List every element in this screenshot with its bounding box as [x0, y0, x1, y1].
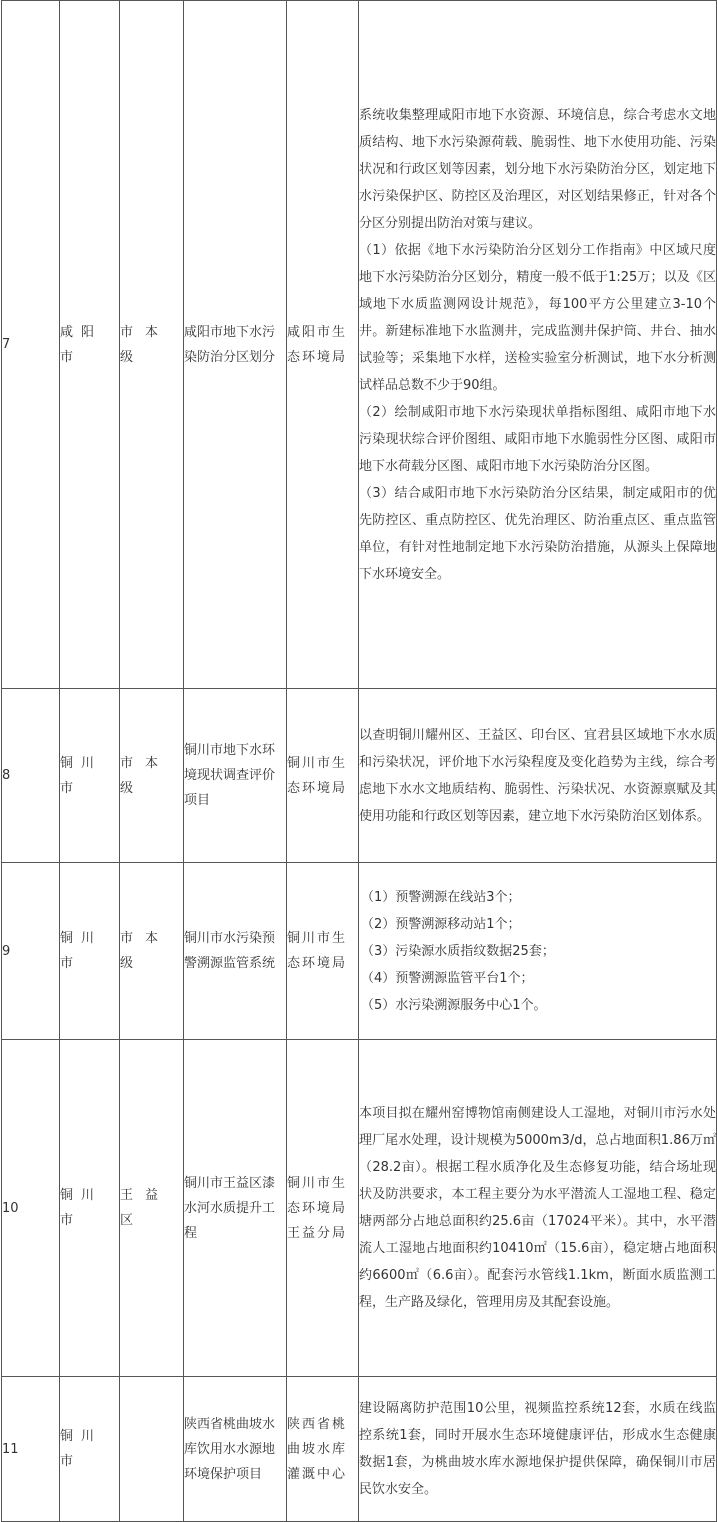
row-number: 7 [2, 1, 60, 689]
row-level: 市本级 [120, 689, 184, 863]
content-paragraph: （1）依据《地下水污染防治分区划分工作指南》中区域尺度地下水污染防治分区划分，精度一般不低于1:25万；以及《区域地下水质监测网设计规范》，每100平方公里建立3-10个井。新建标准地下水监测井，完成监测井保护筒、井台、抽水试验等；采集地下水样，送检实验室分析测试，地下水分析测试样品总数不少于90组。 [359, 242, 716, 393]
row-project-name: 铜川市地下水环境现状调查评价项目 [184, 689, 287, 863]
row-city: 铜川市 [60, 1377, 120, 1522]
row-responsible-unit: 铜川市生态环境局 [287, 689, 359, 863]
row-project-name: 陕西省桃曲坡水库饮用水水源地环境保护项目 [184, 1377, 287, 1522]
row-level: 市本级 [120, 1, 184, 689]
table-row [2, 1, 717, 689]
table-row [2, 689, 717, 863]
content-paragraph: 系统收集整理咸阳市地下水资源、环境信息，综合考虑水文地质结构、地下水污染源荷载、脆弱性、地下水使用功能、污染状况和行政区划等因素，划分地下水污染防治分区，划定地下水污染保护区、防控区及治理区，对区划结果修正，针对各个分区分别提出防治对策与建议。 [359, 107, 716, 231]
row-content [359, 1, 717, 689]
row-number: 11 [2, 1377, 60, 1522]
content-paragraph: 建设隔离防护范围10公里，视频监控系统12套，水质在线监控系统1套，同时开展水生态环境健康评估，形成水生态健康数据1套，为桃曲坡水库水源地保护提供保障，确保铜川市居民饮水安全。 [359, 1401, 716, 1497]
row-responsible-unit: 陕西省桃曲坡水库灌溉中心 [287, 1377, 359, 1522]
content-paragraph: （5）水污染溯源服务中心1个。 [361, 997, 547, 1013]
row-content [359, 863, 717, 1040]
row-content [359, 1040, 717, 1377]
content-paragraph: （2）预警溯源移动站1个； [361, 916, 521, 932]
content-paragraph: （3）污染源水质指纹数据25套； [361, 943, 555, 959]
table-row [2, 863, 717, 1040]
row-project-name: 铜川市水污染预警溯源监管系统 [184, 863, 287, 1040]
row-level: 市本级 [120, 863, 184, 1040]
row-project-name: 铜川市王益区漆水河水质提升工程 [184, 1040, 287, 1377]
content-paragraph: 本项目拟在耀州窑博物馆南侧建设人工湿地，对铜川市污水处理厂尾水处理，设计规模为5000m3/d，总占地面积1.86万㎡（28.2亩）。根据工程水质净化及生态修复功能，结合场址现状及防洪要求，本工程主要分为水平潜流人工湿地工程、稳定塘两部分占地总面积约25.6亩（17024平米）。其中，水平潜流人工湿地占地面积约10410㎡（15.6亩），稳定塘占地面积约6600㎡（6.6亩）。配套污水管线1.1km，断面水质监测工程，生产路及绿化，管理用房及其配套设施。 [359, 1106, 716, 1310]
content-paragraph: （4）预警溯源监管平台1个； [361, 970, 534, 986]
row-number: 10 [2, 1040, 60, 1377]
row-city: 铜川市 [60, 689, 120, 863]
table-row [2, 1040, 717, 1377]
content-paragraph: （2）绘制咸阳市地下水污染现状单指标图组、咸阳市地下水污染现状综合评价图组、咸阳市地下水脆弱性分区图、咸阳市地下水荷载分区图、咸阳市地下水污染防治分区图。 [359, 404, 716, 474]
row-responsible-unit: 铜川市生态环境局王益分局 [287, 1040, 359, 1377]
row-level: 王益区 [120, 1040, 184, 1377]
row-city: 咸阳市 [60, 1, 120, 689]
row-number: 8 [2, 689, 60, 863]
row-level [120, 1377, 184, 1522]
content-paragraph: 以查明铜川耀州区、王益区、印台区、宜君县区域地下水水质和污染状况，评价地下水污染程度及变化趋势为主线，综合考虑地下水水文地质结构、脆弱性、污染状况、水资源禀赋及其使用功能和行政区划等因素，建立地下水污染防治区划体系。 [359, 727, 716, 824]
row-city: 铜川市 [60, 863, 120, 1040]
row-responsible-unit: 咸阳市生态环境局 [287, 1, 359, 689]
content-paragraph: （1）预警溯源在线站3个； [361, 889, 521, 905]
row-content [359, 689, 717, 863]
row-responsible-unit: 铜川市生态环境局 [287, 863, 359, 1040]
row-number: 9 [2, 863, 60, 1040]
content-paragraph: （3）结合咸阳市地下水污染防治分区结果，制定咸阳市的优先防控区、重点防控区、优先治理区、防治重点区、重点监管单位，有针对性地制定地下水污染防治措施，从源头上保障地下水环境安全。 [359, 485, 716, 582]
row-project-name: 咸阳市地下水污染防治分区划分 [184, 1, 287, 689]
project-table [1, 0, 717, 1522]
row-content [359, 1377, 717, 1522]
table-row [2, 1377, 717, 1522]
row-city: 铜川市 [60, 1040, 120, 1377]
